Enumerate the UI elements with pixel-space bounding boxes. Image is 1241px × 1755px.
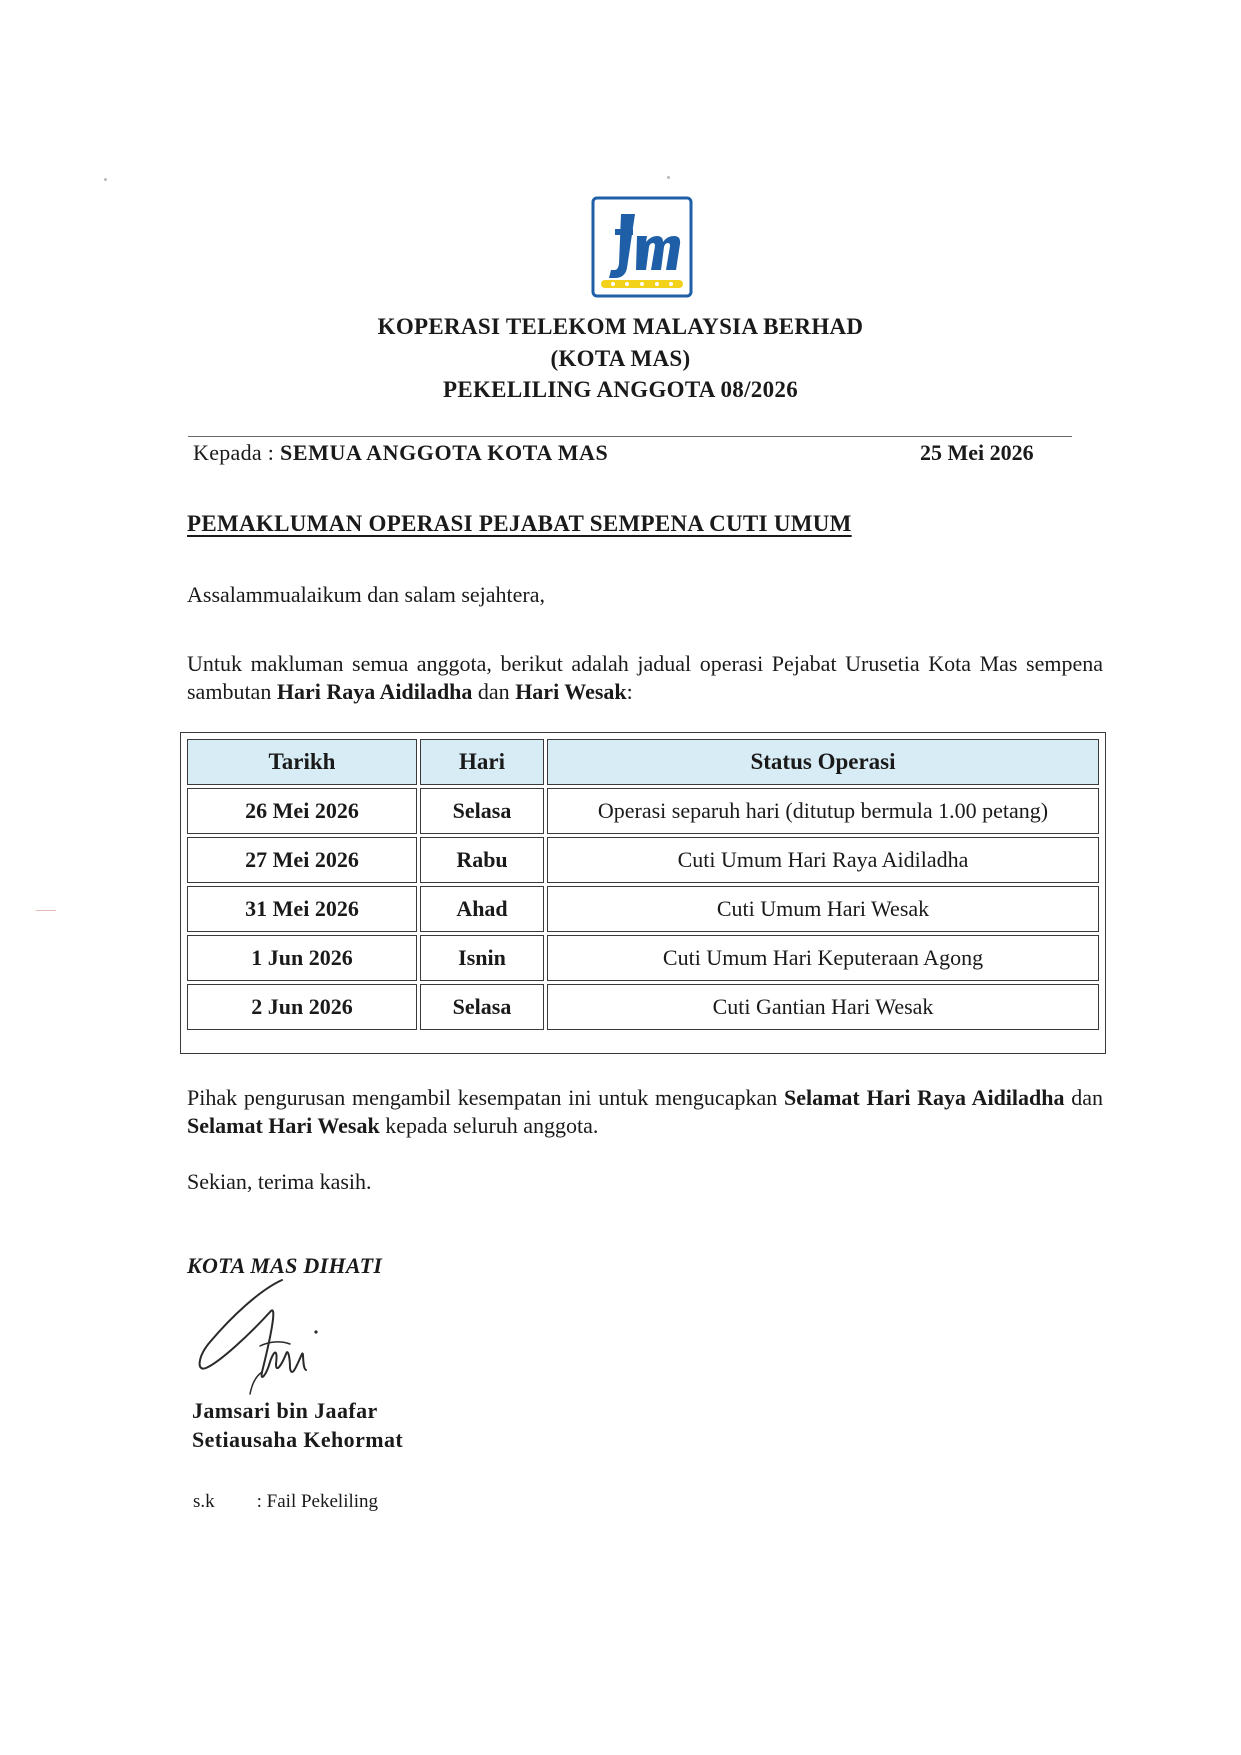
- cc-value: : Fail Pekeliling: [256, 1491, 379, 1512]
- table-row: [187, 886, 1099, 932]
- scan-mark: [36, 910, 56, 911]
- intro-text-3: :: [626, 679, 633, 704]
- cell-day: Ahad: [420, 886, 544, 932]
- scan-speck: [667, 176, 670, 179]
- signer-name: Jamsari bin Jaafar: [192, 1398, 378, 1423]
- addressee-label: Kepada :: [193, 440, 280, 465]
- subject-heading: PEMAKLUMAN OPERASI PEJABAT SEMPENA CUTI UMUM: [187, 511, 852, 536]
- cell-day: Rabu: [420, 837, 544, 883]
- table-row: [187, 984, 1099, 1030]
- wishes-text-1: Pihak pengurusan mengambil kesempatan ini untuk mengucapkan: [187, 1085, 784, 1110]
- cell-date: 2 Jun 2026: [187, 984, 417, 1030]
- handwritten-signature: [190, 1276, 350, 1406]
- circular-number: PEKELILING ANGGOTA 08/2026: [443, 377, 798, 402]
- wishes-bold-2: Selamat Hari Wesak: [187, 1113, 380, 1138]
- intro-bold-1: Hari Raya Aidiladha: [276, 679, 473, 704]
- header-divider: [188, 436, 1072, 437]
- signer-block: [192, 1396, 403, 1454]
- table-header-row: [187, 739, 1099, 785]
- column-header-date: Tarikh: [187, 739, 417, 785]
- greeting: Assalammualaikum dan salam sejahtera,: [187, 582, 545, 607]
- cell-day: Selasa: [420, 788, 544, 834]
- scan-speck: [104, 178, 107, 181]
- column-header-status: Status Operasi: [547, 739, 1099, 785]
- table-row: [187, 935, 1099, 981]
- carbon-copy-line: [193, 1491, 378, 1513]
- org-name: KOPERASI TELEKOM MALAYSIA BERHAD: [377, 314, 864, 339]
- schedule-table: [184, 736, 1102, 1033]
- cell-date: 27 Mei 2026: [187, 837, 417, 883]
- intro-text-2: dan: [472, 679, 516, 704]
- table-row: [187, 837, 1099, 883]
- cell-date: 26 Mei 2026: [187, 788, 417, 834]
- cell-day: Isnin: [420, 935, 544, 981]
- column-header-day: Hari: [420, 739, 544, 785]
- intro-text-1: Untuk makluman semua anggota, berikut adalah jadual operasi Pejabat Urusetia Kota Mas sempena sambutan: [187, 651, 1103, 704]
- addressee-line: [193, 440, 608, 466]
- intro-bold-2: Hari Wesak: [515, 679, 627, 704]
- wishes-bold-1: Selamat Hari Raya Aidiladha: [783, 1085, 1065, 1110]
- cell-status: Cuti Umum Hari Raya Aidiladha: [547, 837, 1099, 883]
- wishes-paragraph: [187, 1084, 1103, 1140]
- cell-status: Cuti Umum Hari Keputeraan Agong: [547, 935, 1099, 981]
- motto: KOTA MAS DIHATI: [187, 1253, 383, 1278]
- letter-date: 25 Mei 2026: [920, 440, 1034, 465]
- cell-date: 1 Jun 2026: [187, 935, 417, 981]
- addressee-value: SEMUA ANGGOTA KOTA MAS: [280, 440, 609, 465]
- signer-title: Setiausaha Kehormat: [192, 1427, 404, 1452]
- wishes-text-2: dan: [1064, 1085, 1103, 1110]
- cell-date: 31 Mei 2026: [187, 886, 417, 932]
- cc-label: s.k: [193, 1491, 215, 1512]
- cell-status: Cuti Gantian Hari Wesak: [547, 984, 1099, 1030]
- cell-status: Operasi separuh hari (ditutup bermula 1.00 petang): [547, 788, 1099, 834]
- branch-name: (KOTA MAS): [550, 346, 691, 371]
- cell-day: Selasa: [420, 984, 544, 1030]
- closing-line: Sekian, terima kasih.: [187, 1169, 372, 1194]
- wishes-text-3: kepada seluruh anggota.: [379, 1113, 599, 1138]
- intro-paragraph: [187, 650, 1103, 706]
- koperasi-logo: [591, 196, 693, 298]
- cell-status: Cuti Umum Hari Wesak: [547, 886, 1099, 932]
- table-row: [187, 788, 1099, 834]
